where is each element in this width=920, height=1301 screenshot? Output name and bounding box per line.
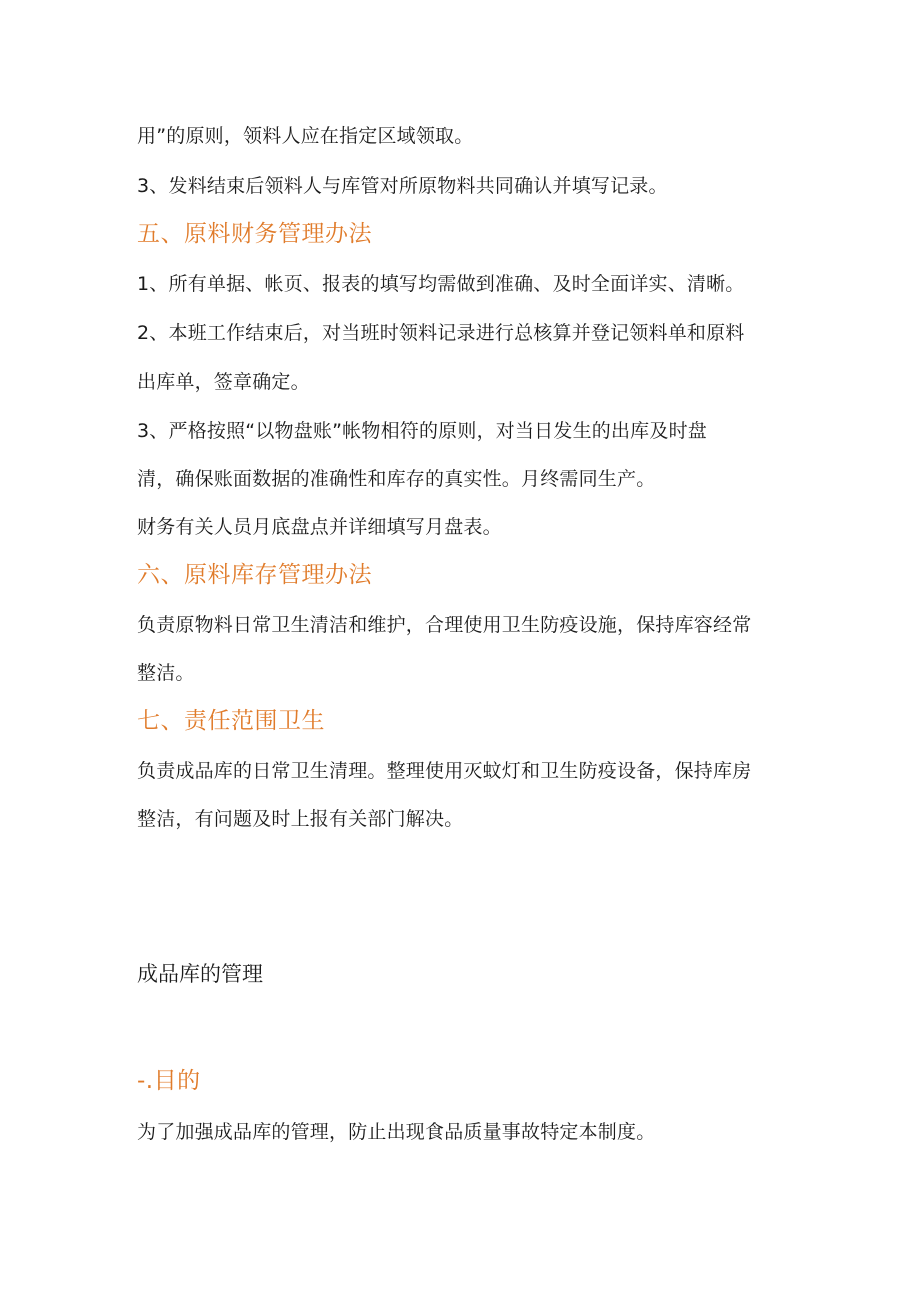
paragraph-line: 为了加强成品库的管理，防止出现食品质量事故特定本制度。	[137, 1121, 656, 1143]
paragraph-line: 2、本班工作结束后，对当班时领料记录进行总核算并登记领料单和原料	[137, 322, 745, 344]
section-heading-purpose: -.目的	[137, 1068, 201, 1094]
paragraph-line: 整洁，有问题及时上报有关部门解决。	[137, 808, 464, 830]
paragraph-line: 3、发料结束后领料人与库管对所原物料共同确认并填写记录。	[137, 175, 668, 197]
section-heading-five: 五、原料财务管理办法	[137, 221, 372, 247]
paragraph-line: 整洁。	[137, 662, 195, 684]
paragraph-line: 清，确保账面数据的准确性和库存的真实性。月终需同生产。	[137, 468, 656, 490]
paragraph-line: 财务有关人员月底盘点并详细填写月盘表。	[137, 516, 502, 538]
paragraph-line: 负责成品库的日常卫生清理。整理使用灭蚊灯和卫生防疫设备，保持库房	[137, 760, 752, 782]
paragraph-line: 用”的原则，领料人应在指定区域领取。	[137, 125, 474, 147]
paragraph-line: 出库单，签章确定。	[137, 371, 310, 393]
section-heading-seven: 七、责任范围卫生	[137, 708, 325, 734]
section-heading-six: 六、原料库存管理办法	[137, 562, 372, 588]
paragraph-line: 负责原物料日常卫生清洁和维护，合理使用卫生防疫设施，保持库容经常	[137, 614, 752, 636]
paragraph-line: 3、严格按照“以物盘账”帐物相符的原则，对当日发生的出库及时盘	[137, 420, 707, 442]
section-title: 成品库的管理	[137, 962, 263, 986]
paragraph-line: 1、所有单据、帐页、报表的填写均需做到准确、及时全面详实、清晰。	[137, 273, 745, 295]
